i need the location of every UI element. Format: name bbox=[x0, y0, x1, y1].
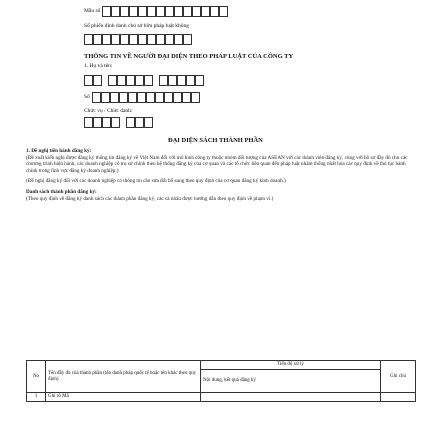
date-boxes bbox=[84, 75, 204, 86]
col-no-header: No bbox=[27, 361, 46, 393]
month-box[interactable] bbox=[135, 75, 144, 86]
code-box[interactable] bbox=[111, 6, 120, 17]
paragraph-5: (Theo quy định về đăng ký danh sách các thành phần đăng ký, các cá nhân được hướng dẫn theo quy định về phạm vi.) bbox=[26, 195, 274, 202]
number-box[interactable] bbox=[101, 92, 110, 103]
form-title: THÔNG TIN VỀ NGƯỜI ĐẠI DIỆN THEO PHÁP LUẬT CỦA CÔNG TY bbox=[84, 53, 294, 60]
code-box[interactable] bbox=[102, 6, 111, 17]
code-box[interactable] bbox=[120, 6, 129, 17]
year-box[interactable] bbox=[195, 75, 204, 86]
section-title: ĐẠI DIỆN SÁCH THÀNH PHẦN bbox=[168, 137, 263, 144]
code-box[interactable] bbox=[183, 34, 192, 45]
year-box[interactable] bbox=[177, 75, 186, 86]
cell-status[interactable] bbox=[381, 393, 416, 402]
code-box[interactable] bbox=[147, 34, 156, 45]
paragraph-3: (Đề nghị đăng ký đối với các doanh nghiệp có thông tin cần sửa đổi bổ sung theo quy định của cơ quan đăng ký kinh doanh.) bbox=[26, 178, 286, 185]
number-boxes bbox=[84, 92, 200, 103]
registration-table bbox=[26, 360, 416, 402]
year-box[interactable] bbox=[159, 75, 168, 86]
cell-desc: Ghi rõ Mã bbox=[46, 393, 201, 402]
id-label: Chức vụ / Chức danh: bbox=[84, 108, 133, 114]
number-box[interactable] bbox=[146, 92, 155, 103]
number-box[interactable] bbox=[164, 92, 173, 103]
day-box[interactable] bbox=[84, 75, 93, 86]
cell-info[interactable] bbox=[201, 393, 381, 402]
number-box[interactable] bbox=[182, 92, 191, 103]
id-box[interactable] bbox=[84, 117, 93, 128]
number-box[interactable] bbox=[137, 92, 146, 103]
number-box[interactable] bbox=[110, 92, 119, 103]
table-row bbox=[27, 393, 416, 402]
id-box[interactable] bbox=[102, 117, 111, 128]
code-box[interactable] bbox=[138, 6, 147, 17]
number-box[interactable] bbox=[128, 92, 137, 103]
code-box[interactable] bbox=[93, 34, 102, 45]
col-info-header: Nội dung, kết quả đăng ký bbox=[201, 370, 381, 393]
col-desc-header: Tên đầy đủ của thành phần (tên danh pháp quốc tế hoặc tên khác theo quy định) bbox=[46, 361, 201, 393]
second-code-boxes bbox=[84, 34, 192, 45]
code-box[interactable] bbox=[174, 34, 183, 45]
paragraph-2: (Đề xuất kiến nghị được đăng ký thông tin đăng ký về Việt Nam đối với mô hình công ty thuộc nhóm đối tượng của ASEAN với các thành viên đăng ký, cùng với hồ sơ đầy đủ cho các chương trình hiện hành, các doanh nghiệp có trụ sở chính theo hệ thống đăng ký của cơ quan và các tổ chức liên quan đến pháp luật nhằm thống nhất hóa các quy định về thủ tục hành chính trong lĩnh vực đăng ký doanh nghiệp.) bbox=[26, 154, 408, 174]
body-paragraphs bbox=[26, 148, 416, 202]
cell-no: 1 bbox=[27, 393, 46, 402]
code-box[interactable] bbox=[219, 6, 228, 17]
subtitle-line: Số phiếu định danh chủ sở hữu pháp luật không bbox=[84, 23, 190, 29]
number-box[interactable] bbox=[191, 92, 200, 103]
code-box[interactable] bbox=[165, 34, 174, 45]
id-boxes bbox=[84, 117, 153, 128]
col-status-header: Ghi chú bbox=[381, 361, 416, 393]
year-box[interactable] bbox=[186, 75, 195, 86]
year-box[interactable] bbox=[168, 75, 177, 86]
code-box[interactable] bbox=[156, 34, 165, 45]
month-box[interactable] bbox=[144, 75, 153, 86]
code-box[interactable] bbox=[174, 6, 183, 17]
number-label: Số bbox=[84, 94, 90, 100]
form-prefix: Mẫu số bbox=[84, 8, 101, 14]
section-label: 1. Họ và tên: bbox=[84, 63, 113, 69]
month-box[interactable] bbox=[117, 75, 126, 86]
number-box[interactable] bbox=[155, 92, 164, 103]
code-box[interactable] bbox=[210, 6, 219, 17]
month-box[interactable] bbox=[108, 75, 117, 86]
paragraph-1: 1. Đề nghị tiến hành đăng ký: bbox=[26, 148, 92, 154]
code-box[interactable] bbox=[120, 34, 129, 45]
code-box[interactable] bbox=[165, 6, 174, 17]
id-box[interactable] bbox=[111, 117, 120, 128]
code-box[interactable] bbox=[192, 6, 201, 17]
code-box[interactable] bbox=[201, 6, 210, 17]
id-box[interactable] bbox=[126, 117, 135, 128]
code-box[interactable] bbox=[138, 34, 147, 45]
paragraph-4: Danh sách thành phần đăng ký: bbox=[26, 188, 97, 195]
code-box[interactable] bbox=[84, 34, 93, 45]
id-box[interactable] bbox=[135, 117, 144, 128]
col-top-header: Tiến độ xử lý bbox=[201, 361, 381, 370]
code-box[interactable] bbox=[111, 34, 120, 45]
id-box[interactable] bbox=[144, 117, 153, 128]
number-box[interactable] bbox=[119, 92, 128, 103]
number-box[interactable] bbox=[92, 92, 101, 103]
code-box[interactable] bbox=[156, 6, 165, 17]
top-code-boxes bbox=[84, 6, 228, 17]
code-box[interactable] bbox=[129, 6, 138, 17]
number-box[interactable] bbox=[173, 92, 182, 103]
day-box[interactable] bbox=[93, 75, 102, 86]
code-box[interactable] bbox=[129, 34, 138, 45]
code-box[interactable] bbox=[183, 6, 192, 17]
month-box[interactable] bbox=[126, 75, 135, 86]
code-box[interactable] bbox=[102, 34, 111, 45]
code-box[interactable] bbox=[147, 6, 156, 17]
id-box[interactable] bbox=[93, 117, 102, 128]
